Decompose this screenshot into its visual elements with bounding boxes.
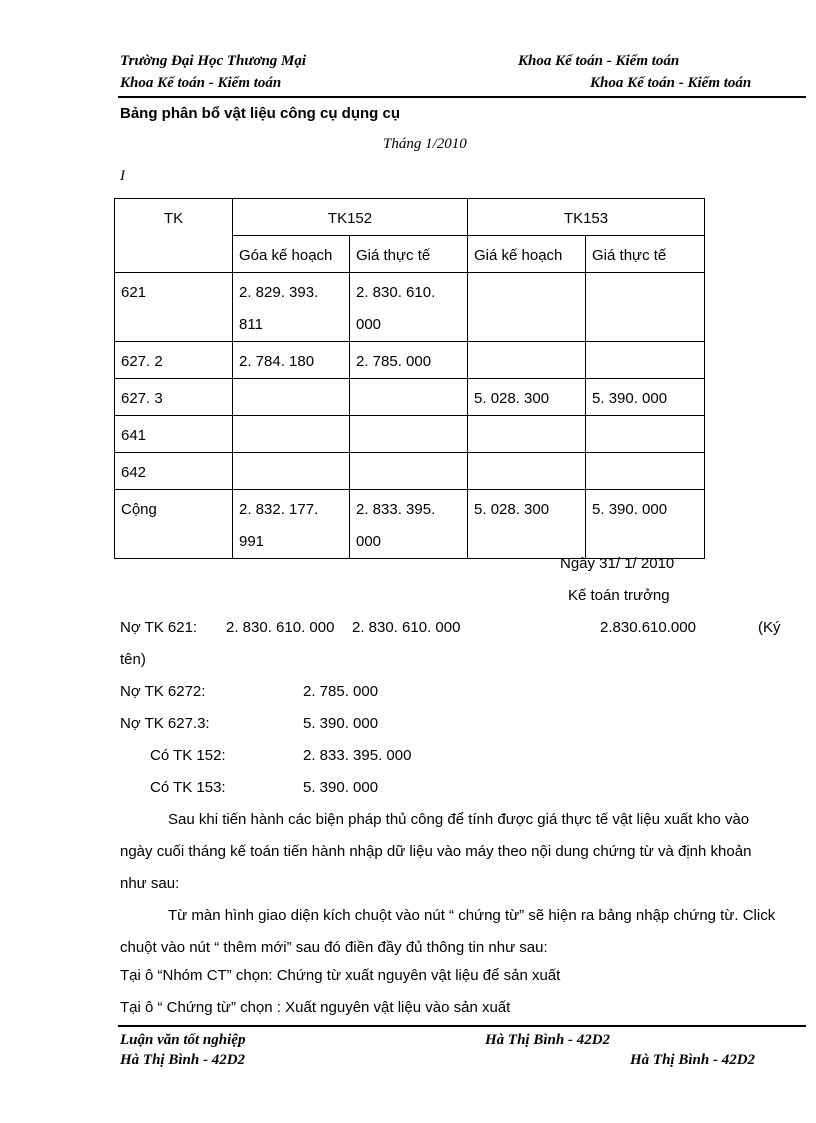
- header-faculty-right: Khoa Kế toán - Kiểm toán: [590, 75, 752, 91]
- cell-tk: 627. 2: [115, 342, 233, 379]
- signature-date: Ngày 31/ 1/ 2010: [560, 555, 675, 572]
- entry-value: 5. 390. 000: [303, 779, 379, 796]
- cell-value: 5. 028. 300: [468, 490, 586, 559]
- cell-value: 5. 390. 000: [586, 490, 705, 559]
- entry-label: Có TK 153:: [150, 779, 226, 796]
- cell-value: [350, 416, 468, 453]
- cell-value: [586, 273, 705, 342]
- signature-amount: 2.830.610.000: [600, 619, 696, 636]
- footer-thesis: Luận văn tốt nghiệp: [120, 1032, 246, 1048]
- header-faculty-left: Khoa Kế toán - Kiểm toán: [120, 75, 282, 91]
- cell-value: [350, 379, 468, 416]
- cell-tk: 621: [115, 273, 233, 342]
- entry-label: Nợ TK 627.3:: [120, 715, 210, 732]
- header-tk153: TK153: [468, 199, 705, 236]
- footer-author-left: Hà Thị Bình - 42D2: [120, 1052, 246, 1068]
- cell-value: [233, 416, 350, 453]
- cell-value: [468, 416, 586, 453]
- paragraph-line: chuột vào nút “ thêm mới” sau đó điền đầy đủ thông tin như sau:: [120, 939, 548, 956]
- entry-label: Nợ TK 6272:: [120, 683, 206, 700]
- cell-value: 2. 784. 180: [233, 342, 350, 379]
- document-title: Bảng phân bổ vật liệu công cụ dụng cụ: [120, 105, 401, 122]
- subheader-cell: Giá kế hoạch: [468, 236, 586, 273]
- paragraph-line: Từ màn hình giao diện kích chuột vào nút “ chứng từ” sẽ hiện ra bảng nhập chứng từ. Click: [168, 907, 776, 924]
- cell-value: 5. 390. 000: [586, 379, 705, 416]
- table-total-row: [115, 490, 705, 559]
- cell-value: 2. 830. 610. 000: [350, 273, 468, 342]
- cell-tk: 641: [115, 416, 233, 453]
- entry-value: 5. 390. 000: [303, 715, 379, 732]
- footer-author-right: Hà Thị Bình - 42D2: [630, 1052, 756, 1068]
- cell-value: [468, 273, 586, 342]
- footer-rule: [118, 1025, 806, 1027]
- signature-note: (Ký: [758, 619, 781, 636]
- header-school: Trường Đại Học Thương Mại: [120, 53, 307, 69]
- header-faculty: Khoa Kế toán - Kiểm toán: [518, 53, 680, 69]
- footer-author: Hà Thị Bình - 42D2: [485, 1032, 611, 1048]
- header-tk152: TK152: [233, 199, 468, 236]
- subheader-cell: Giá thực tế: [350, 236, 468, 273]
- entry-label: Có TK 152:: [150, 747, 226, 764]
- cell-tk: 627. 3: [115, 379, 233, 416]
- cell-value: 2. 785. 000: [350, 342, 468, 379]
- cell-value: [468, 342, 586, 379]
- table-row: [115, 453, 705, 490]
- cell-value: 5. 028. 300: [468, 379, 586, 416]
- header-rule: [118, 96, 806, 98]
- table-row: [115, 273, 705, 342]
- signature-role: Kế toán trưởng: [568, 587, 670, 604]
- paragraph-line: Tại ô “ Chứng từ” chọn : Xuất nguyên vật liệu vào sản xuất: [120, 999, 511, 1016]
- paragraph-line: Tại ô “Nhóm CT” chọn: Chứng từ xuất nguyên vật liệu để sản xuất: [120, 967, 561, 984]
- cell-tk: 642: [115, 453, 233, 490]
- header-tk: TK: [115, 199, 233, 273]
- section-marker: I: [120, 168, 125, 184]
- document-month: Tháng 1/2010: [383, 136, 467, 152]
- cell-value: [586, 453, 705, 490]
- cell-value: [586, 416, 705, 453]
- allocation-table: [114, 198, 705, 559]
- table-row: [115, 379, 705, 416]
- cell-value: 2. 829. 393. 811: [233, 273, 350, 342]
- table-header-row: [115, 199, 705, 236]
- table-row: [115, 342, 705, 379]
- entry-value: 2. 785. 000: [303, 683, 379, 700]
- cell-value: [468, 453, 586, 490]
- paragraph-line: Sau khi tiến hành các biện pháp thủ công để tính được giá thực tế vật liệu xuất kho vào: [168, 811, 750, 828]
- entry-value: 2. 833. 395. 000: [303, 747, 412, 764]
- cell-value: [233, 453, 350, 490]
- cell-tk: Cộng: [115, 490, 233, 559]
- entry-label: Nợ TK 621:: [120, 619, 198, 636]
- cell-value: 2. 833. 395. 000: [350, 490, 468, 559]
- subheader-cell: Giá thực tế: [586, 236, 705, 273]
- subheader-cell: Góa kế hoạch: [233, 236, 350, 273]
- signature-note-cont: tên): [120, 651, 146, 668]
- table-row: [115, 416, 705, 453]
- cell-value: [350, 453, 468, 490]
- cell-value: [586, 342, 705, 379]
- cell-value: [233, 379, 350, 416]
- paragraph-line: như sau:: [120, 875, 180, 892]
- entry-value-repeat: 2. 830. 610. 000: [352, 619, 461, 636]
- entry-value: 2. 830. 610. 000: [226, 619, 335, 636]
- cell-value: 2. 832. 177. 991: [233, 490, 350, 559]
- paragraph-line: ngày cuối tháng kế toán tiến hành nhập dữ liệu vào máy theo nội dung chứng từ và định khoản: [120, 843, 752, 860]
